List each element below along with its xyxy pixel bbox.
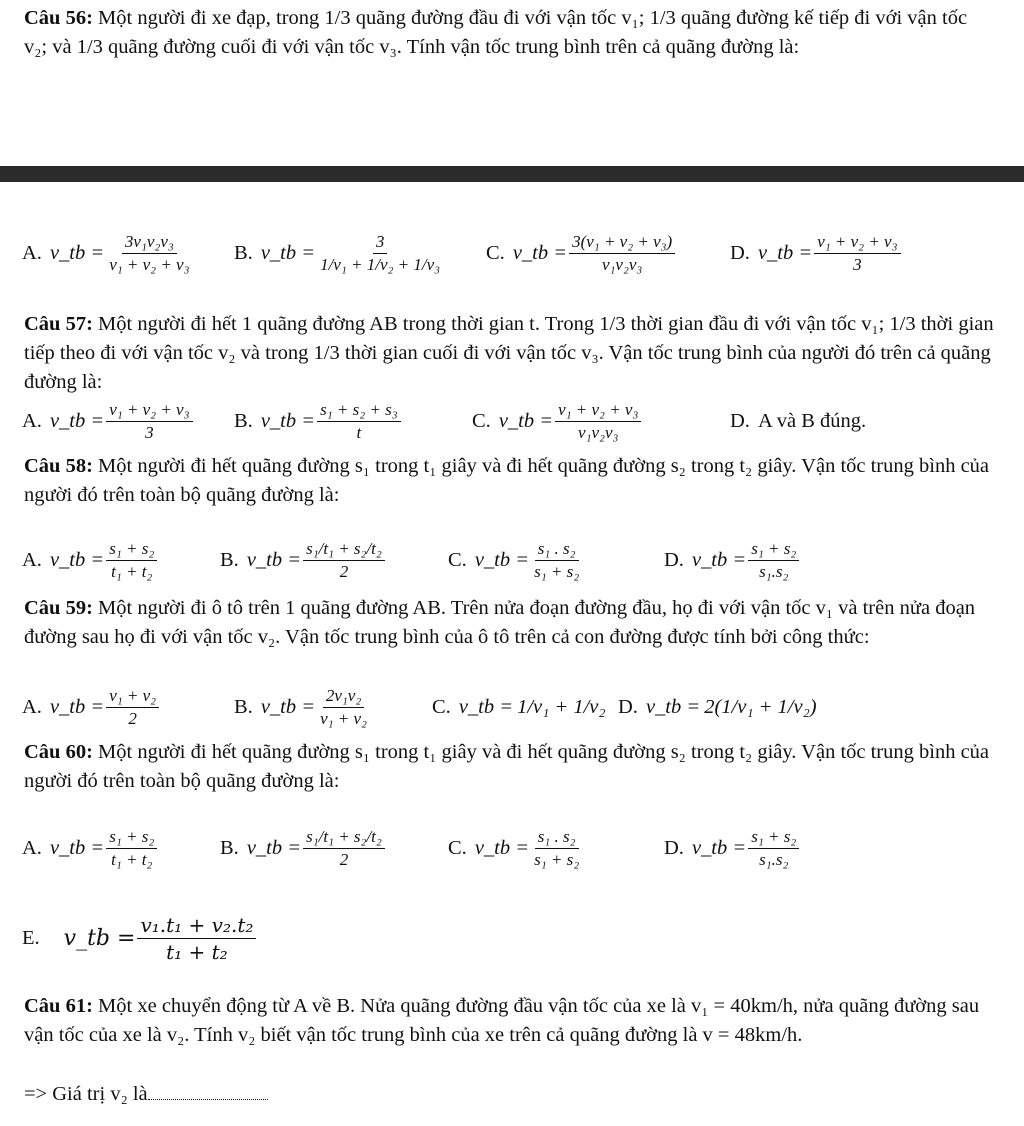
option-60-e[interactable]: E. v_tb = $\frac{\text{v₁.t₁ + v₂.t₂}}{\text{t₁ + t₂}}$ [22,900,258,976]
fraction: $\frac{\text{s₁ + s₂}}{\text{s₁.s₂}}$ [748,826,799,871]
option-58-b[interactable]: B. v_tb = $\frac{\text{s₁/t₁ + s₂/t₂}}{2}$ [220,518,387,602]
question-56-options [22,218,1002,288]
question-57-text: Một người đi hết 1 quãng đường AB trong thời gian t. Trong 1/3 thời gian đầu đi với vận tốc v₁; 1/3 thời gian tiếp theo đi với vận tốc v₂ và trong 1/3 thời gian cuối đi với vận tốc v₃. Vận tốc trung bình của người đó trên cả quãng đường là: [24,313,994,393]
fraction: $\frac{3}{\text{1/v₁ + 1/v₂ + 1/v₃}}$ [320,231,441,274]
fraction: $\frac{\text{v₁ + v₂ + v₃}}{3}$ [814,231,900,276]
question-57-options [22,386,1002,456]
fraction: $\frac{\text{2v₁v₂}}{\text{v₁ + v₂}}$ [320,685,367,728]
question-58-options [22,518,1002,602]
question-58-label: Câu 58: [24,455,93,477]
question-61-answer [24,1080,994,1109]
fraction: $\frac{\text{v₁ + v₂ + v₃}}{3}$ [106,399,192,444]
fraction: $\frac{\text{v₁ + v₂}}{2}$ [106,685,159,730]
option-60-b[interactable]: B. v_tb = $\frac{\text{s₁/t₁ + s₂/t₂}}{2}$ [220,806,387,890]
redaction-band [0,166,1024,182]
answer-prefix: => Giá trị v₂ là [24,1083,148,1105]
fraction: $\frac{\text{s₁/t₁ + s₂/t₂}}{2}$ [303,826,385,871]
option-57-c[interactable]: C. v_tb = $\frac{\text{v₁ + v₂ + v₃}}{\text{v₁v₂v₃}}$ [472,386,643,456]
option-58-a[interactable]: A. v_tb = $\frac{\text{s₁ + s₂}}{\text{t₁ + t₂}}$ [22,518,159,602]
fraction: $\frac{\text{v₁ + v₂ + v₃}}{\text{v₁v₂v₃}}$ [555,399,641,444]
option-58-c[interactable]: C. v_tb = $\frac{\text{s₁ . s₂}}{\text{s₁ + s₂}}$ [448,518,584,602]
question-58-text: Một người đi hết quãng đường s₁ trong t₁ giây và đi hết quãng đường s₂ trong t₂ giây. Vận tốc trung bình của người đó trên toàn bộ quãng đường là: [24,455,990,506]
option-60-a[interactable]: A. v_tb = $\frac{\text{s₁ + s₂}}{\text{t₁ + t₂}}$ [22,806,159,890]
question-61 [24,992,994,1050]
question-61-label: Câu 61: [24,995,93,1017]
question-60-text: Một người đi hết quãng đường s₁ trong t₁ giây và đi hết quãng đường s₂ trong t₂ giây. Vận tốc trung bình của người đó trên toàn bộ quãng đường là: [24,741,990,792]
option-59-c[interactable]: C. v_tb = 1/v₁ + 1/v₂ [432,695,606,718]
option-57-d[interactable]: D. A và B đúng. [730,409,867,432]
option-57-b[interactable]: B. v_tb = $\frac{\text{s₁ + s₂ + s₃}}{t}$ [234,386,403,456]
fraction: $\frac{\text{s₁ + s₂}}{\text{t₁ + t₂}}$ [106,826,157,871]
option-59-d[interactable]: D. v_tb = 2(1/v₁ + 1/v₂) [618,695,817,718]
fraction: $\frac{\text{3v₁v₂v₃}}{\text{v₁ + v₂ + v₃}}$ [109,231,190,274]
option-56-a[interactable]: A. v_tb = $\frac{\text{3v₁v₂v₃}}{\text{v₁ + v₂ + v₃}}$ [22,218,195,288]
question-56-label: Câu 56: [24,7,93,29]
option-56-c[interactable]: C. v_tb = $\frac{\text{3(v₁ + v₂ + v₃)}}{\text{v₁v₂v₃}}$ [486,218,677,288]
question-60-options [22,806,1002,890]
option-56-d[interactable]: D. v_tb = $\frac{\text{v₁ + v₂ + v₃}}{3}$ [730,218,903,288]
question-61-text: Một xe chuyển động từ A về B. Nửa quãng đường đầu vận tốc của xe là v₁ = 40km/h, nửa quãng đường sau vận tốc của xe là v₂. Tính v₂ biết vận tốc trung bình của xe trên cả quãng đường là v = 48km/h. [24,995,980,1046]
option-60-d[interactable]: D. v_tb = $\frac{\text{s₁ + s₂}}{\text{s₁.s₂}}$ [664,806,801,890]
question-60-label: Câu 60: [24,741,93,763]
question-57-label: Câu 57: [24,313,93,335]
fraction: $\frac{\text{3(v₁ + v₂ + v₃)}}{\text{v₁v₂v₃}}$ [569,231,675,276]
option-57-a[interactable]: A. v_tb = $\frac{\text{v₁ + v₂ + v₃}}{3}$ [22,386,195,456]
fraction: $\frac{\text{s₁ + s₂}}{\text{s₁.s₂}}$ [748,538,799,583]
option-58-d[interactable]: D. v_tb = $\frac{\text{s₁ + s₂}}{\text{s₁.s₂}}$ [664,518,801,602]
fraction: $\frac{\text{v₁.t₁ + v₂.t₂}}{\text{t₁ + t₂}}$ [137,912,256,965]
answer-blank[interactable] [148,1085,268,1100]
fraction: $\frac{\text{s₁ . s₂}}{\text{s₁ + s₂}}$ [534,826,580,869]
question-60 [24,738,994,796]
option-60-c[interactable]: C. v_tb = $\frac{\text{s₁ . s₂}}{\text{s₁ + s₂}}$ [448,806,584,890]
question-59-text: Một người đi ô tô trên 1 quãng đường AB. Trên nửa đoạn đường đầu, họ đi với vận tốc v₁ và trên nửa đoạn đường sau họ đi với vận tốc v₂. Vận tốc trung bình của ô tô trên cả con đường được tính bởi công thức: [24,597,976,648]
question-59 [24,594,994,652]
question-60-option-e-row [22,900,1002,976]
question-57 [24,310,994,397]
option-59-b[interactable]: B. v_tb = $\frac{\text{2v₁v₂}}{\text{v₁ + v₂}}$ [234,672,372,742]
question-59-options [22,672,1002,742]
question-56-text: Một người đi xe đạp, trong 1/3 quãng đường đầu đi với vận tốc v₁; 1/3 quãng đường kế tiếp đi với vận tốc v₂; và 1/3 quãng đường cuối đi với vận tốc v₃. Tính vận tốc trung bình trên cả quãng đường là: [24,7,968,58]
fraction: $\frac{\text{s₁ . s₂}}{\text{s₁ + s₂}}$ [534,538,580,581]
option-59-a[interactable]: A. v_tb = $\frac{\text{v₁ + v₂}}{2}$ [22,672,161,742]
question-58 [24,452,994,510]
fraction: $\frac{\text{s₁ + s₂}}{\text{t₁ + t₂}}$ [106,538,157,583]
question-59-label: Câu 59: [24,597,93,619]
fraction: $\frac{\text{s₁/t₁ + s₂/t₂}}{2}$ [303,538,385,583]
question-56 [24,4,994,62]
fraction: $\frac{\text{s₁ + s₂ + s₃}}{t}$ [317,399,401,444]
option-56-b[interactable]: B. v_tb = $\frac{3}{\text{1/v₁ + 1/v₂ + 1/v₃}}$ [234,218,445,288]
